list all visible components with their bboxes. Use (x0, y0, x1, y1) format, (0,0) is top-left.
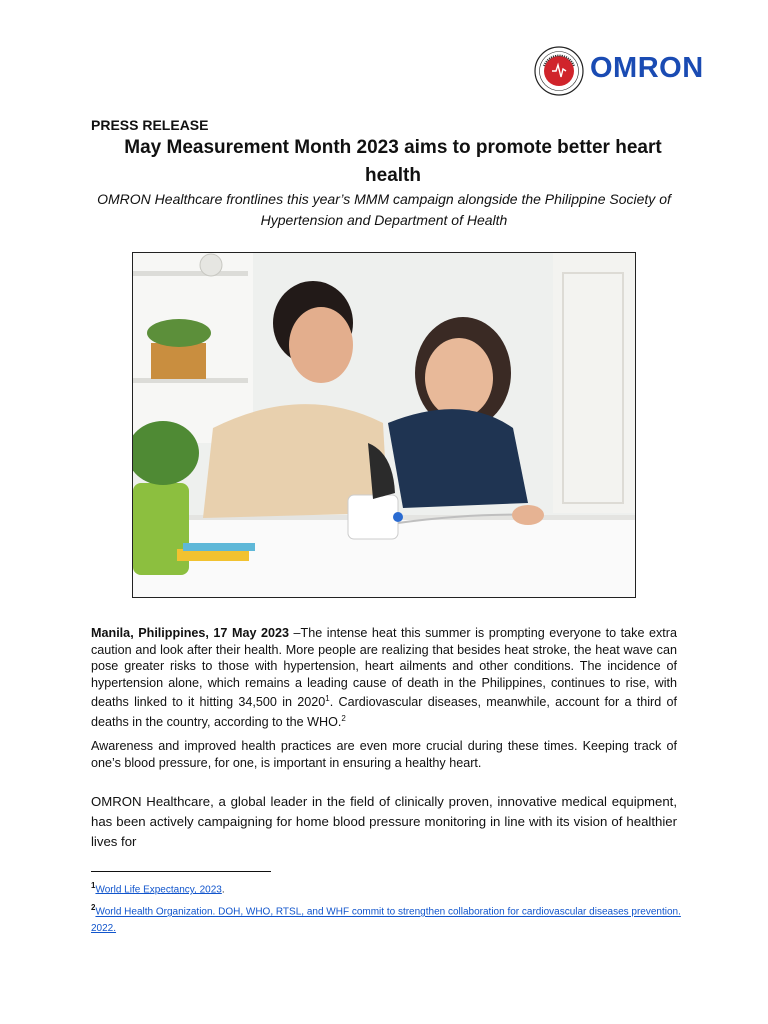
header-logos (534, 44, 704, 98)
footnote-ref-1: 1 (325, 694, 330, 704)
footnote-link[interactable]: World Health Organization. DOH, WHO, RTSL, and WHF commit to strengthen collaboration for cardiovascular diseases prevention. 2022. (91, 906, 681, 934)
footnote-suffix: . (221, 884, 225, 896)
footnotes (91, 878, 691, 939)
footnote-number: 2 (91, 903, 96, 913)
footnote-ref-2: 2 (341, 714, 346, 724)
footnote-1 (91, 878, 691, 898)
paragraph-3: OMRON Healthcare, a global leader in the field of clinically proven, innovative medical equipment, has been actively campaigning for home blood pressure monitoring in line with its vision of healthier lives for (91, 794, 677, 849)
press-release-label: PRESS RELEASE (91, 117, 209, 133)
headline: May Measurement Month 2023 aims to promote better heart health (124, 137, 662, 186)
footnote-2 (91, 900, 691, 936)
paragraph-1 (91, 625, 677, 731)
footnote-divider (91, 871, 271, 872)
paragraph-1-text-a: –The intense heat this summer is prompting everyone to take extra caution and look after their health. More people are realizing that besides heat stroke, the heat wave can pose greater risks to those with hypertension, heart ailments and other conditions. The incidence of hypertension alone, which remains a leading cause of death in the Philippines, continues to rise, with deaths linked to it hitting 34,500 in 2020 (91, 626, 677, 710)
subheadline: OMRON Healthcare frontlines this year’s MMM campaign alongside the Philippine Society of Hypertension and Department of Health (97, 191, 671, 228)
hero-photo (132, 252, 636, 598)
dateline: Manila, Philippines, 17 May 2023 (91, 626, 290, 640)
paragraph-2: Awareness and improved health practices are even more crucial during these times. Keeping track of one’s blood pressure, for one, is important in ensuring a healthy heart. (91, 739, 677, 770)
hypertension-society-seal (534, 46, 584, 96)
footnote-number: 1 (91, 881, 96, 890)
paragraph-1-text-b: . Cardiovascular diseases, meanwhile, account for a third of deaths in the country, according to the WHO. (91, 695, 678, 730)
omron-logo: OMRON (590, 52, 704, 84)
footnote-link[interactable]: World Life Expectancy, 2023 (95, 884, 222, 896)
